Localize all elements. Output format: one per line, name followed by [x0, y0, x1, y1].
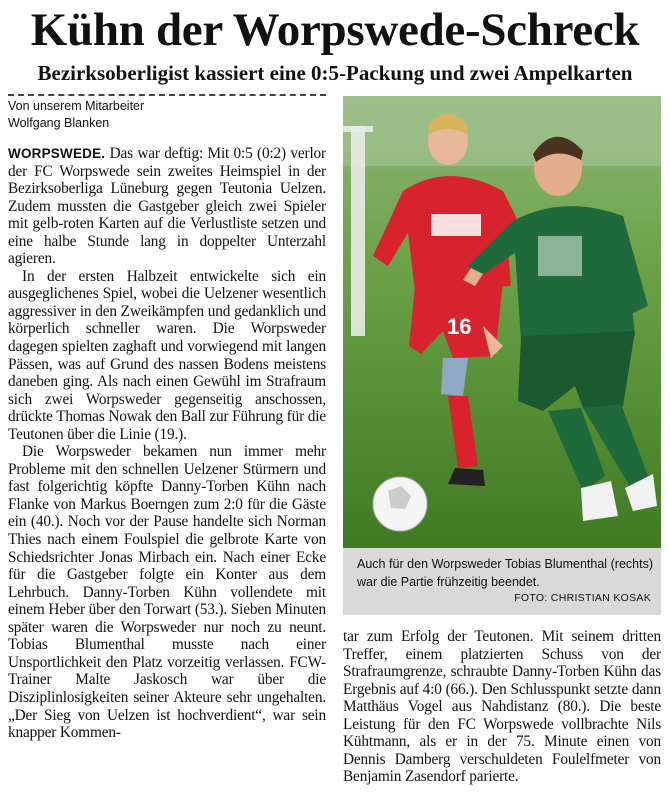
paragraph-1-text: Das war deftig: Mit 0:5 (0:2) verlor der FC Worpswede sein zweites Heimspiel in der Bezirksoberliga Lüneburg gegen Teutonia Uelzen. Zudem mussten die Gastgeber gleich zwei Spieler mit gelb-roten Karten auf die Verlustliste setzen und eine halbe Stunde lang in doppelter Unterzahl agieren. [8, 145, 326, 268]
article-column-left [8, 145, 326, 742]
byline-author: Wolfgang Blanken [8, 116, 110, 130]
paragraph-2: In der ersten Halbzeit entwickelte sich ein ausgeglichenes Spiel, wobei die Uelzener wesentlich aggressiver in den Zweikämpfen und gedanklich und körperlich schneller waren. Die Worpsweder dagegen spielten zaghaft und vorwiegend mit langen Pässen, was auf Grund des nassen Bodens meistens daneben ging. Als nach einen Gewühl im Strafraum sich zwei Worpsweder gegenseitig anschossen, drückte Thomas Nowak den Ball zur Führung für die Teutonen über die Linie (19.). [8, 267, 326, 443]
dateline: WORPSWEDE. [8, 146, 106, 161]
photo-caption-box [343, 548, 661, 615]
paragraph-3: Die Worpsweder bekamen nun immer mehr Probleme mit den schnellen Uelzener Stürmern und fast folgerichtig köpfte Danny-Torben Kühn nach Flanke von Markus Boerngen zum 2:0 für die Gäste ein (40.). Noch vor der Pause handelte sich Norman Thies nach einem Foulspiel die gelbrote Karte von Schiedsrichter Jonas Mirbach ein. Nach einer Ecke für die Gastgeber folgte ein Konter aus dem Lehrbuch. Danny-Torben Kühn vollendete mit einem Heber über den Torwart (53.). Sieben Minuten später waren die Worpsweder nur noch zu neunt. Tobias Blumenthal musste nach einer Unsportlichkeit den Platz vorzeitig verlassen. FCW-Trainer Malte Jaskosch war über die Disziplinlosigkeiten seiner Akteure sehr ungehalten. „Der Sieg von Uelzen ist hochverdient“, war sein knapper Kommen- [8, 443, 326, 742]
jersey-number: 16 [447, 314, 472, 339]
photo-credit: FOTO: CHRISTIAN KOSAK [514, 592, 651, 604]
match-photo [343, 96, 661, 548]
subheadline: Bezirksoberligist kassiert eine 0:5-Packung und zwei Ampelkarten [37, 61, 633, 85]
football [373, 477, 427, 531]
byline-divider [8, 94, 326, 96]
byline-role: Von unserem Mitarbeiter [8, 99, 145, 113]
paragraph-3-continued: tar zum Erfolg der Teutonen. Mit seinem dritten Treffer, einem platzierten Schuss von der Strafraumgrenze, schraubte Danny-Torben Kühn das Ergebnis auf 4:0 (66.). Den Schlusspunkt setzte dann Matthäus Vogel aus Nahdistanz (80.). Die beste Leistung für den FC Worpswede vollbrachte Nils Kühtmann, als er in der 75. Minute einen von Dennis Damberg verschuldeten Foulelfmeter von Benjamin Zasendorf parierte. [343, 628, 661, 786]
photo-caption: Auch für den Worpsweder Tobias Blumenthal (rechts) war die Partie frühzeitig beendet. [357, 557, 653, 589]
football-players-image [343, 96, 661, 548]
paragraph-1 [8, 145, 326, 268]
headline: Kühn der Worpswede-Schreck [30, 4, 640, 56]
article-column-right [343, 628, 661, 786]
